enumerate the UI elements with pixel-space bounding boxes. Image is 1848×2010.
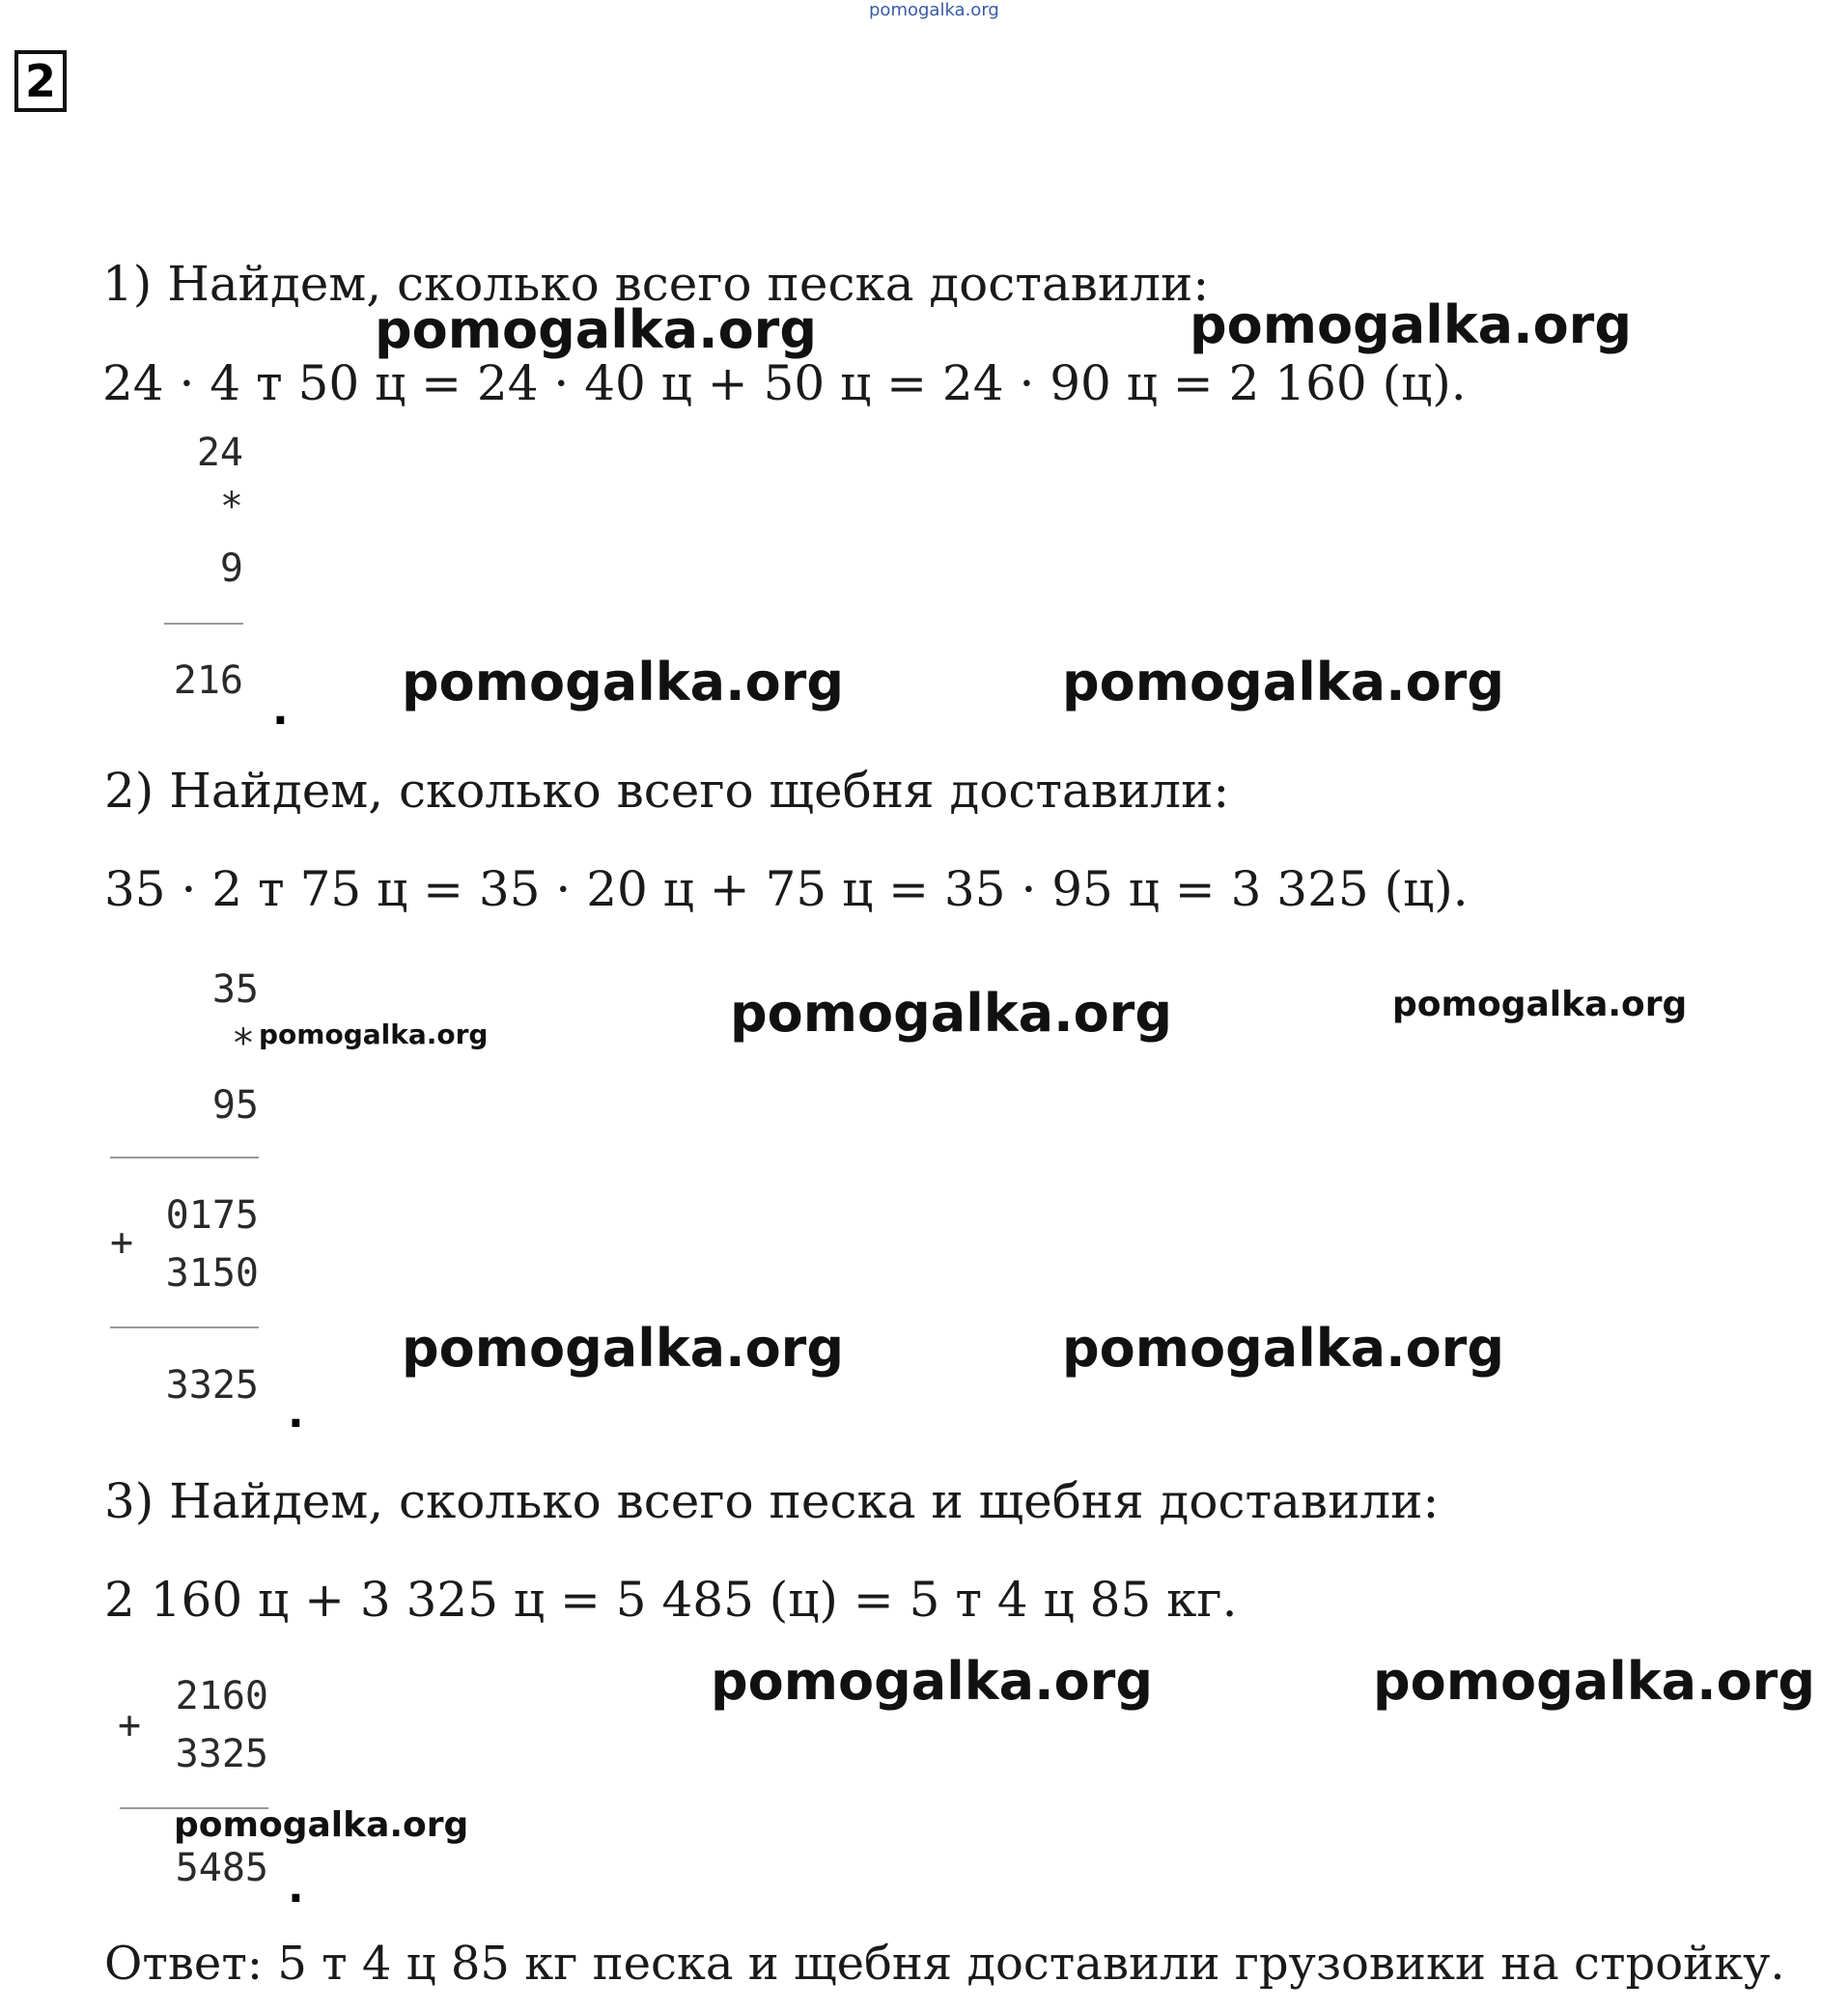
step3-equation: 2 160 ц + 3 325 ц = 5 485 (ц) = 5 т 4 ц 85 кг. xyxy=(104,1572,1238,1628)
step1-heading: 1) Найдем, сколько всего песка доставили: xyxy=(102,256,1210,312)
watermark: pomogalka.org xyxy=(711,1651,1153,1712)
step2-col-plus: + xyxy=(110,1220,134,1265)
watermark: pomogalka.org xyxy=(174,1805,469,1845)
step2-col-end: . xyxy=(288,1388,304,1438)
step1-col-end: . xyxy=(272,685,289,735)
step3-col-result: 5485 xyxy=(175,1846,268,1890)
watermark: pomogalka.org xyxy=(375,299,817,360)
step3-col-a: 2160 xyxy=(175,1674,268,1718)
step3-col-b: 3325 xyxy=(175,1732,268,1776)
watermark: pomogalka.org xyxy=(1392,985,1688,1024)
step2-col-b: 95 xyxy=(211,1083,259,1128)
step1-col-b: 9 xyxy=(219,546,243,591)
step2-col-result: 3325 xyxy=(165,1363,259,1408)
step1-col-result: 216 xyxy=(173,658,243,703)
watermark: pomogalka.org xyxy=(402,1318,844,1379)
step1-equation: 24 · 4 т 50 ц = 24 · 40 ц + 50 ц = 24 · 90 ц = 2 160 (ц). xyxy=(102,355,1467,411)
step3-col-plus: + xyxy=(118,1703,142,1747)
step2-equation: 35 · 2 т 75 ц = 35 · 20 ц + 75 ц = 35 · 95 ц = 3 325 (ц). xyxy=(104,861,1469,917)
watermark: pomogalka.org xyxy=(1373,1651,1815,1712)
step3-col-end: . xyxy=(288,1863,304,1912)
step2-col-rule2 xyxy=(110,1326,259,1328)
answer-line: Ответ: 5 т 4 ц 85 кг песка и щебня доставили грузовики на стройку. xyxy=(104,1937,1785,1991)
watermark: pomogalka.org xyxy=(402,652,844,712)
step1-col-a: 24 xyxy=(196,431,243,475)
watermark: pomogalka.org xyxy=(1190,294,1632,355)
top-watermark: pomogalka.org xyxy=(869,0,999,20)
watermark: pomogalka.org xyxy=(259,1019,489,1050)
step2-col-p2: 3150 xyxy=(165,1251,259,1296)
step2-col-op: * xyxy=(231,1021,255,1066)
watermark: pomogalka.org xyxy=(1062,1318,1504,1379)
step3-heading: 3) Найдем, сколько всего песка и щебня доставили: xyxy=(104,1473,1440,1529)
watermark: pomogalka.org xyxy=(730,983,1172,1044)
step1-col-rule xyxy=(164,623,243,625)
task-number-box: 2 xyxy=(14,50,67,112)
watermark: pomogalka.org xyxy=(1062,652,1504,712)
step2-col-a: 35 xyxy=(211,967,259,1012)
step2-col-p1: 0175 xyxy=(165,1193,259,1238)
step2-col-rule xyxy=(110,1157,259,1159)
step2-heading: 2) Найдем, сколько всего щебня доставили: xyxy=(104,763,1230,819)
step1-col-op: * xyxy=(219,485,243,529)
